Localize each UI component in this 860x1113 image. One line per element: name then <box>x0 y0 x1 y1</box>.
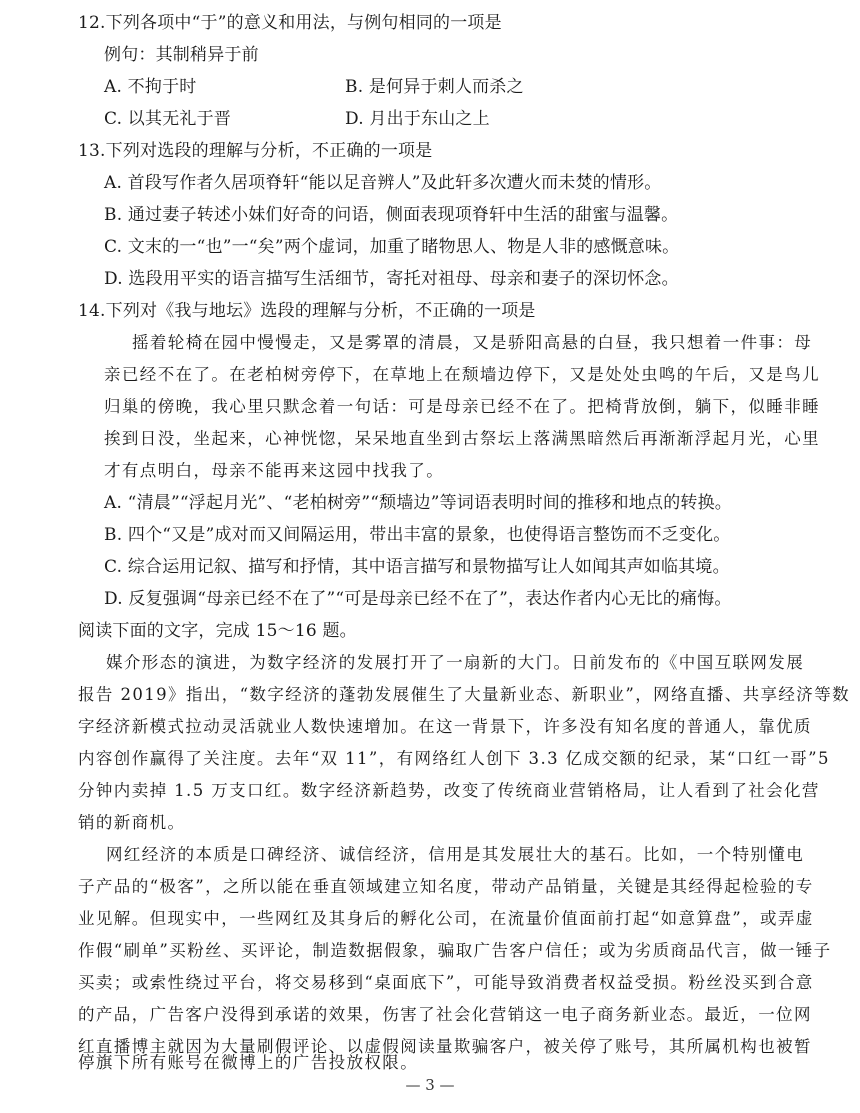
q12-option-c: C. 以其无礼于晋 <box>104 109 232 129</box>
reading-p2-line: 红直播博主就因为大量刷假评论、以虚假阅读量欺骗客户，被关停了账号，其所属机构也被暂 <box>78 1037 812 1056</box>
reading-p1-line: 报告 2019》指出，“数字经济的蓬勃发展催生了大量新业态、新职业”，网络直播、共享经济等数 <box>78 685 851 704</box>
reading-p1-line: 销的新商机。 <box>78 813 186 832</box>
q14-option-a: A. “清晨”“浮起月光”、“老柏树旁”“颓墙边”等词语表明时间的推移和地点的转换。 <box>104 493 733 513</box>
q14-passage-line: 才有点明白，母亲不能再来这园中找我了。 <box>104 461 445 480</box>
reading-p2-line: 停旗下所有账号在微博上的广告投放权限。 <box>78 1053 419 1072</box>
q12-example: 例句：其制稍异于前 <box>104 45 259 65</box>
q14-option-b: B. 四个“又是”成对而又间隔运用，带出丰富的景象，也使得语言整饬而不乏变化。 <box>104 525 731 545</box>
reading-p1-line: 媒介形态的演进，为数字经济的发展打开了一扇新的大门。日前发布的《中国互联网发展 <box>106 653 805 672</box>
reading-p2-line: 作假“刷单”买粉丝、买评论，制造数据假象，骗取广告客户信任；或为劣质商品代言，做一锤子 <box>78 941 832 960</box>
q12-option-a: A. 不拘于时 <box>104 77 197 97</box>
reading-p2-line: 网红经济的本质是口碑经济、诚信经济，信用是其发展壮大的基石。比如，一个特别懂电 <box>106 845 805 864</box>
reading-p1-line: 分钟内卖掉 1.5 万支口红。数字经济新趋势，改变了传统商业营销格局，让人看到了社会化营 <box>78 781 820 800</box>
reading-p1-line: 内容创作赢得了关注度。去年“双 11”，有网络红人创下 3.3 亿成交额的纪录，某“口红一哥”5 <box>78 749 830 768</box>
q13-stem: 13.下列对选段的理解与分析，不正确的一项是 <box>78 141 433 161</box>
reading-p2-line: 的产品，广告客户没得到承诺的效果，伤害了社会化营销这一电子商务新业态。最近，一位网 <box>78 1005 812 1024</box>
q13-option-c: C. 文末的一“也”一“矣”两个虚词，加重了睹物思人、物是人非的感慨意味。 <box>104 237 680 257</box>
q13-option-b: B. 通过妻子转述小妹们好奇的问语，侧面表现项脊轩中生活的甜蜜与温馨。 <box>104 205 679 225</box>
reading-p2-line: 买卖；或索性绕过平台，将交易移到“桌面底下”，可能导致消费者权益受损。粉丝没买到合意 <box>78 973 814 992</box>
q14-passage-line: 归巢的傍晚，我心里只默念着一句话：可是母亲已经不在了。把椅背放倒，躺下，似睡非睡 <box>104 397 820 416</box>
q12-option-b: B. 是何异于刺人而杀之 <box>345 77 524 97</box>
q12-stem: 12.下列各项中“于”的意义和用法，与例句相同的一项是 <box>78 13 502 33</box>
q14-option-c: C. 综合运用记叙、描写和抒情，其中语言描写和景物描写让人如闻其声如临其境。 <box>104 557 730 577</box>
q14-passage-line: 挨到日没，坐起来，心神恍惚，呆呆地直坐到古祭坛上落满黑暗然后再渐渐浮起月光，心里 <box>104 429 820 448</box>
q13-option-d: D. 选段用平实的语言描写生活细节，寄托对祖母、母亲和妻子的深切怀念。 <box>104 269 679 289</box>
reading-p2-line: 子产品的“极客”，之所以能在垂直领域建立知名度，带动产品销量，关键是其经得起检验的专 <box>78 877 814 896</box>
q14-passage-line: 亲已经不在了。在老柏树旁停下，在草地上在颓墙边停下，又是处处虫鸣的午后，又是鸟儿 <box>104 365 820 384</box>
q12-option-d: D. 月出于东山之上 <box>345 109 490 129</box>
q14-option-d: D. 反复强调“母亲已经不在了”“可是母亲已经不在了”，表达作者内心无比的痛悔。 <box>104 589 732 609</box>
q14-stem: 14.下列对《我与地坛》选段的理解与分析，不正确的一项是 <box>78 301 536 321</box>
reading-p2-line: 业见解。但现实中，一些网红及其身后的孵化公司，在流量价值面前打起“如意算盘”，或弄虚 <box>78 909 814 928</box>
q14-passage-line: 摇着轮椅在园中慢慢走，又是雾罩的清晨，又是骄阳高悬的白昼，我只想着一件事：母 <box>132 333 813 352</box>
q13-option-a: A. 首段写作者久居项脊轩“能以足音辨人”及此轩多次遭火而未焚的情形。 <box>104 173 662 193</box>
reading-p1-line: 字经济新模式拉动灵活就业人数快速增加。在这一背景下，许多没有知名度的普通人，靠优质 <box>78 717 812 736</box>
page-number: — 3 — <box>405 1076 455 1094</box>
reading-instruction: 阅读下面的文字，完成 15～16 题。 <box>78 621 357 641</box>
